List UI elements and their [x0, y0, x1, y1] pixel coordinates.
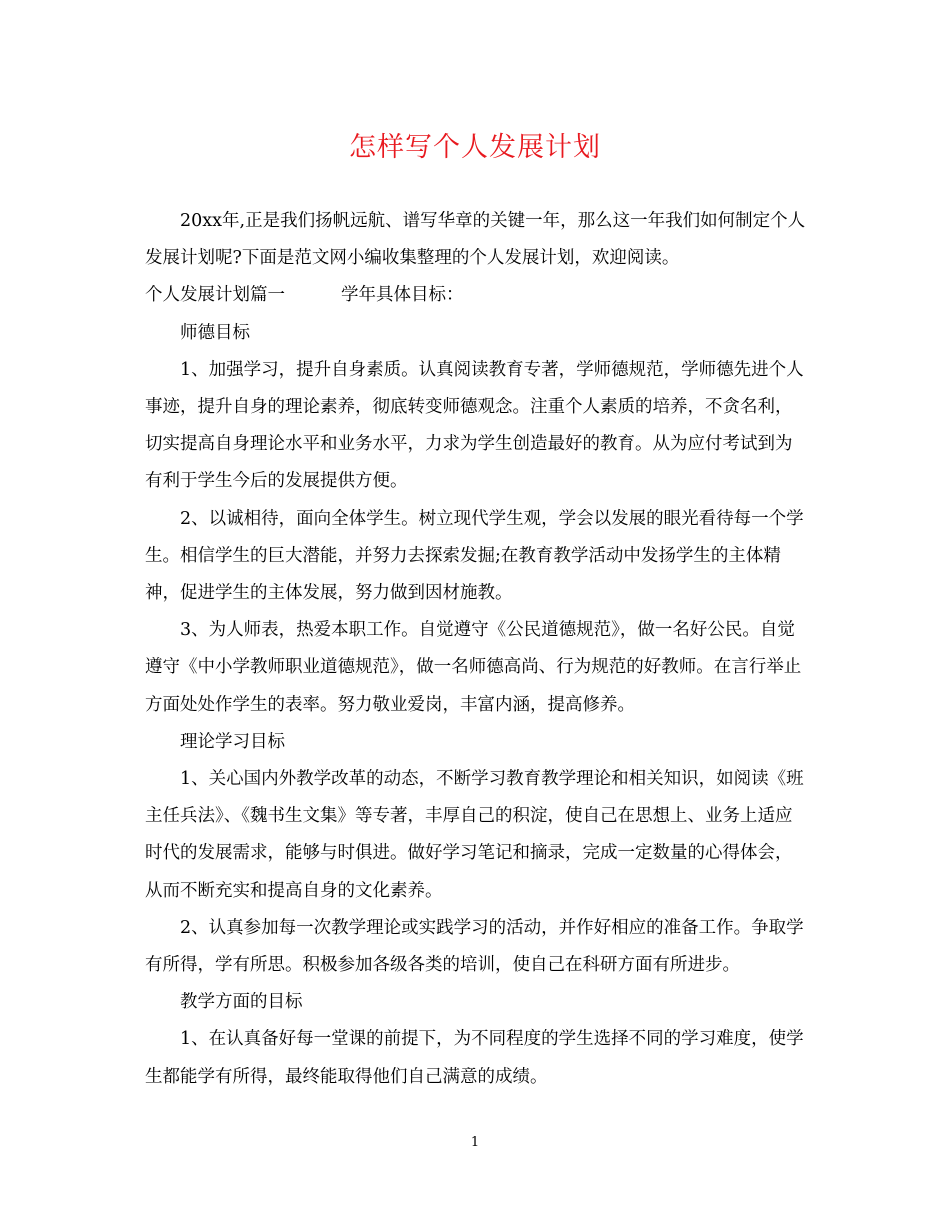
heading-teaching: 教学方面的目标 — [180, 992, 303, 1013]
intro-paragraph: 20xx年,正是我们扬帆远航、谱写华章的关键一年，那么这一年我们如何制定个人发展计划呢?下面是范文网小编收集整理的个人发展计划，欢迎阅读。 — [145, 211, 806, 269]
section-heading-row — [145, 277, 807, 314]
theory-item-1: 1、关心国内外教学改革的动态，不断学习教育教学理论和相关知识，如阅读《班主任兵法》、《魏书生文集》等专著，丰厚自己的积淀，使自己在思想上、业务上适应时代的发展需求，能够与时俱进。做好学习笔记和摘录，完成一定数量的心得体会，从而不断充实和提高自身的文化素养。 — [145, 769, 804, 901]
section-label: 个人发展计划篇一 — [145, 285, 285, 306]
document-title: 怎样写个人发展计划 — [349, 132, 601, 163]
ethics-item-2: 2、以诚相待，面向全体学生。树立现代学生观，学会以发展的眼光看待每一个学生。相信学生的巨大潜能，并努力去探索发掘;在教育教学活动中发扬学生的主体精神，促进学生的主体发展，努力做到因材施教。 — [145, 508, 804, 604]
heading-theory: 理论学习目标 — [180, 731, 285, 752]
heading-ethics: 师德目标 — [180, 322, 250, 343]
ethics-item-3: 3、为人师表，热爱本职工作。自觉遵守《公民道德规范》，做一名好公民。自觉遵守《中小学教师职业道德规范》，做一名师德高尚、行为规范的好教师。在言行举止方面处处作学生的表率。努力敬业爱岗，丰富内涵，提高修养。 — [145, 620, 802, 715]
theory-item-2: 2、认真参加每一次教学理论或实践学习的活动，并作好相应的准备工作。争取学有所得，学有所思。积极参加各级各类的培训，使自己在科研方面有所进步。 — [145, 917, 804, 976]
teaching-item-1: 1、在认真备好每一堂课的前提下，为不同程度的学生选择不同的学习难度，使学生都能学有所得，最终能取得他们自己满意的成绩。 — [145, 1029, 804, 1087]
document-body — [145, 203, 807, 1096]
page-number: 1 — [470, 1135, 480, 1150]
section-subtitle: 学年具体目标： — [341, 285, 464, 306]
ethics-item-1: 1、加强学习，提升自身素质。认真阅读教育专著，学师德规范，学师德先进个人事迹，提升自身的理论素养，彻底转变师德观念。注重个人素质的培养，不贪名利，切实提高自身理论水平和业务水平，力求为学生创造最好的教育。从为应付考试到为有利于学生今后的发展提供方便。 — [145, 359, 804, 492]
